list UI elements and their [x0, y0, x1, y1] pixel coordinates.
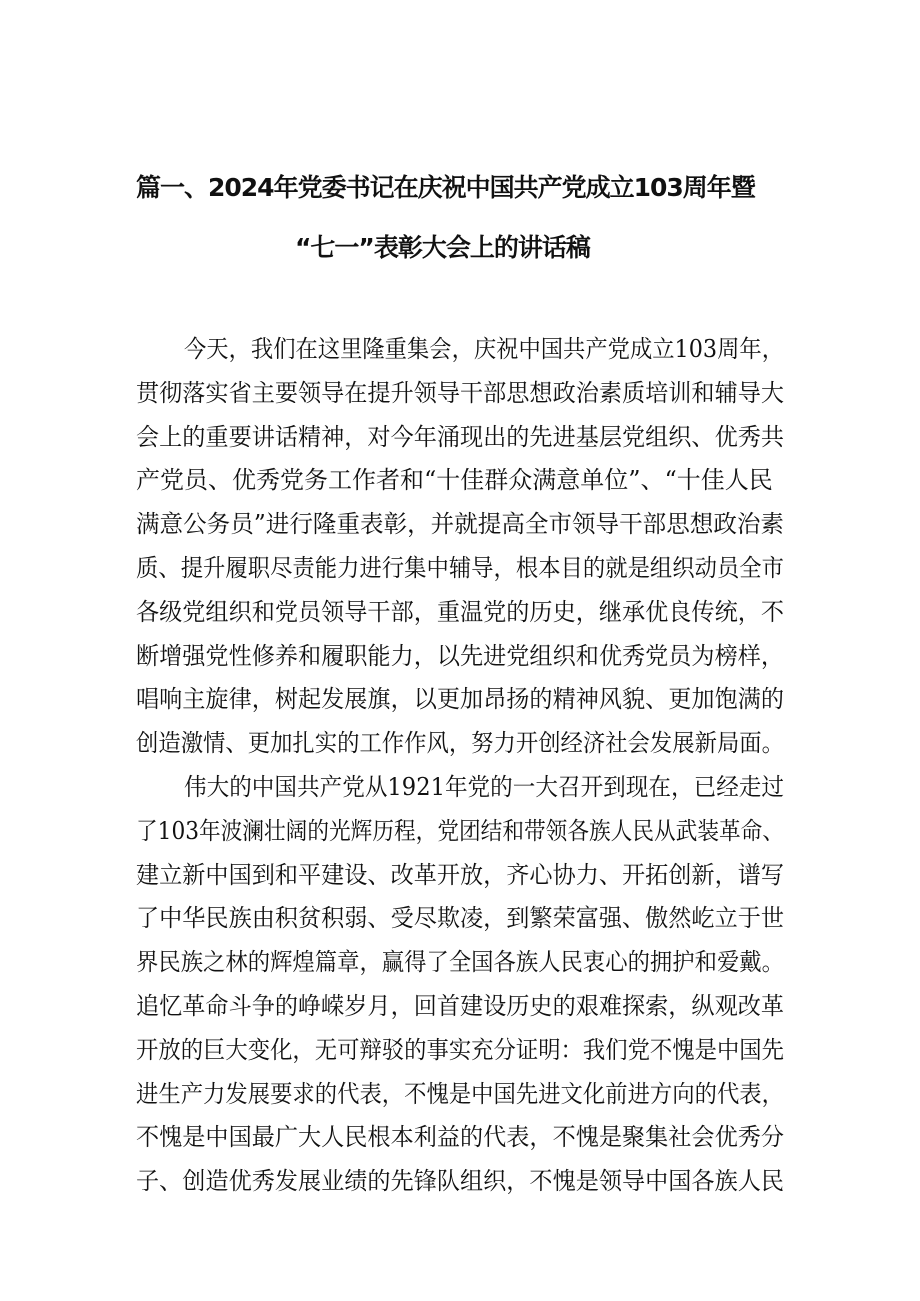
document-body: [136, 328, 784, 1204]
paragraph-2-line: 伟大的中国共产党从1921年党的一大召开到现在，已经走过: [184, 772, 784, 801]
paragraph-1: [136, 328, 784, 766]
paragraph-2-line: 追忆革命斗争的峥嵘岁月，回首建设历史的艰难探索，纵观改革: [136, 991, 784, 1020]
document-title-line-2: “七一”表彰大会上的讲话稿: [295, 233, 590, 262]
paragraph-1-line: 满意公务员”进行隆重表彰，并就提高全市领导干部思想政治素: [136, 510, 784, 539]
paragraph-2-line: 界民族之林的辉煌篇章，赢得了全国各族人民衷心的拥护和爱戴。: [136, 948, 784, 977]
document-title-line-1: 篇一、2024年党委书记在庆祝中国共产党成立103周年暨: [136, 173, 755, 202]
paragraph-1-line: 各级党组织和党员领导干部，重温党的历史，继承优良传统，不: [136, 597, 784, 626]
paragraph-1-line: 会上的重要讲话精神，对今年涌现出的先进基层党组织、优秀共: [136, 422, 784, 451]
paragraph-1-line: 质、提升履职尽责能力进行集中辅导，根本目的就是组织动员全市: [136, 553, 784, 582]
paragraph-1-line: 今天，我们在这里隆重集会，庆祝中国共产党成立103周年，: [184, 335, 784, 363]
paragraph-2-line: 开放的巨大变化，无可辩驳的事实充分证明：我们党不愧是中国先: [136, 1035, 784, 1064]
paragraph-1-line: 产党员、优秀党务工作者和“十佳群众满意单位”、“十佳人民: [136, 466, 773, 495]
paragraph-2: [136, 766, 784, 1204]
paragraph-2-line: 建立新中国到和平建设、改革开放，齐心协力、开拓创新，谱写: [136, 860, 784, 889]
paragraph-2-line: 了中华民族由积贫积弱、受尽欺凌，到繁荣富强、傲然屹立于世: [136, 904, 784, 933]
paragraph-2-line: 不愧是中国最广大人民根本利益的代表，不愧是聚集社会优秀分: [136, 1123, 784, 1152]
paragraph-2-line: 子、创造优秀发展业绩的先锋队组织，不愧是领导中国各族人民: [136, 1167, 784, 1196]
paragraph-1-line: 创造激情、更加扎实的工作作风，努力开创经济社会发展新局面。: [136, 729, 784, 758]
paragraph-2-line: 进生产力发展要求的代表，不愧是中国先进文化前进方向的代表，: [136, 1079, 784, 1108]
paragraph-1-line: 断增强党性修养和履职能力，以先进党组织和优秀党员为榜样，: [136, 641, 784, 670]
paragraph-2-line: 了103年波澜壮阔的光辉历程，党团结和带领各族人民从武装革命、: [136, 816, 784, 845]
paragraph-1-line: 贯彻落实省主要领导在提升领导干部思想政治素质培训和辅导大: [136, 378, 784, 407]
paragraph-1-line: 唱响主旋律，树起发展旗，以更加昂扬的精神风貌、更加饱满的: [136, 685, 784, 714]
